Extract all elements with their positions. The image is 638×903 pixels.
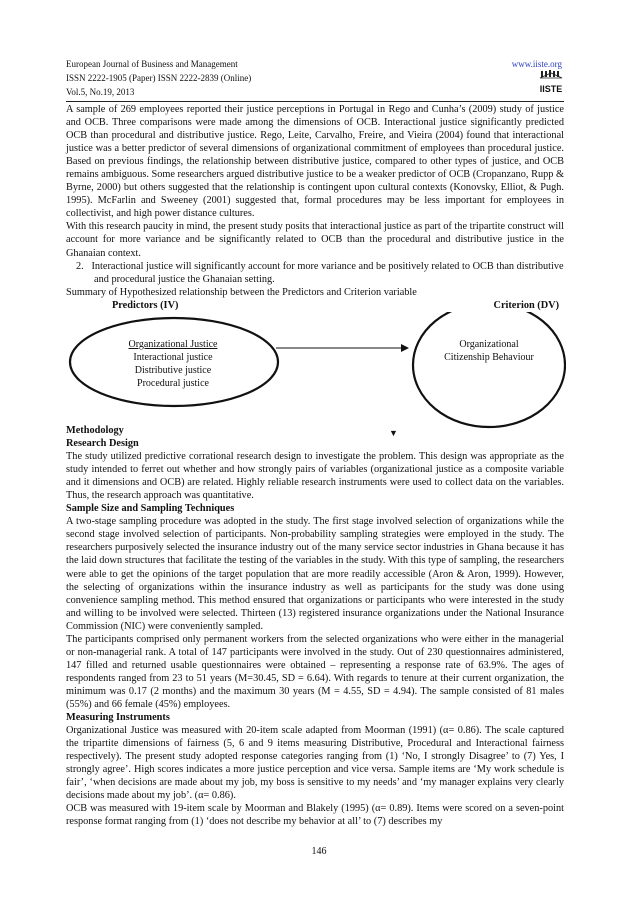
journal-volume: Vol.5, No.19, 2013 <box>66 87 135 97</box>
participants-paragraph: The participants comprised only permanent workers from the selected organizations who were either in the managerial or non-managerial rank. A total of 147 participants were involved in the study. Out of 230 questionnaires administered, 147 filled and returned usable questionnaires were obtained – representing a response rate of 63.9%. The ages of respondents ranged from 23 to 51 years (M=30.45, SD = 6.64). With regards to tenure at their current organization, the minimum was 0.17 (2 months) and the maximum 30 years (M = 4.55, SD = 4.94). The sample consisted of 81 males (55%) and 66 female (45%) employees. <box>66 633 564 710</box>
rationale-paragraph: With this research paucity in mind, the present study posits that interactional justice as part of the tripartite construct will account for more variance and be significantly related to OCB than the procedural and distributive justice in the Ghanaian context. <box>66 221 564 259</box>
header-rule <box>66 101 564 102</box>
page-number: 146 <box>311 846 327 857</box>
criterion-line-1: Organizational <box>459 339 519 350</box>
methodology-heading: Methodology <box>66 425 124 436</box>
measuring-paragraph: Organizational Justice was measured with 20-item scale adapted from Moorman (1991) (α= 0.86). The scale captured the tripartite dimensions of fairness (5, 6 and 9 items measuring Distributive, Procedural and Interactional fairness respectively). The present study adopted response categories ranging from (1) ‘No, I strongly Disagree’ to (7) Yes, I strongly agree’. High scores indicates a more justice perception and vice versa. Sample items are ‘My work schedule is fair’, ‘when decisions are made about my job, my boss is sensitive to my needs’ and ‘my manager explains very clearly decisions made about my job’. (α= 0.86). <box>66 725 564 802</box>
hypothesis-diagram <box>66 312 566 432</box>
summary-line: Summary of Hypothesized relationship between the Predictors and Criterion variable <box>66 286 417 298</box>
criterion-line-2: Citizenship Behaviour <box>444 352 534 363</box>
journal-name: European Journal of Business and Management <box>66 59 238 69</box>
predictor-item-procedural: Procedural justice <box>137 378 209 389</box>
predictor-item-distributive: Distributive justice <box>134 365 212 376</box>
criterion-label: Criterion (DV) <box>493 300 559 311</box>
research-design-paragraph: The study utilized predictive corrational research design to investigate the problem. This design was appropriate as the study intended to ferret out whether and how strongly pairs of variables (organizational justice as a composite variable and it dimensions and OCB) are related. Highly reliable research instruments were used to collect data on the variables. Thus, the research approach was quantitative. <box>66 451 564 502</box>
predictor-title: Organizational Justice <box>128 339 218 350</box>
methodology-section <box>66 424 564 828</box>
predictor-oval-text <box>88 338 258 390</box>
predictor-item-interactional: Interactional justice <box>133 352 213 363</box>
ocb-paragraph: OCB was measured with 19-item scale by Moorman and Blakely (1995) (α= 0.89). Items were scored on a seven-point response format ranging from (1) ‘does not describe my behavior at all’ to (7) describes my <box>66 803 564 828</box>
literature-paragraph: A sample of 269 employees reported their justice perceptions in Portugal in Rego and Cunha’s (2009) study of justice and OCB. Three comparisons were made among the dimensions of OCB. Interactional justice significantly predicted OCB than procedural and distributive justice. Rego, Leite, Carvalho, Freire, and Vieira (2004) found that interactional justice was a better predictor of several dimensions of organizational commitment of employees than procedural justice. Based on previous findings, the relationship between distributive justice, compared to other types of justice, and OCB remains ambiguous. Some researchers argued distributive justice to be a weaker predictor of OCB (Cropanzano, Rupp & Byrne, 2000) but others suggested that the relationship is contingent upon cultural contexts (Konovsky, Elliot, & Pugh. 1995). McFarlin and Sweeney (2001) suggested that, formal procedures may be less important for employees in collectivist, and high power distance cultures. <box>66 104 564 220</box>
measuring-heading: Measuring Instruments <box>66 712 170 724</box>
intro-section <box>66 103 564 312</box>
hypothesis-item <box>66 260 564 286</box>
sample-paragraph: A two-stage sampling procedure was adopted in the study. The first stage involved selection of organizations while the second stage involved selection of participants. Non-probability sampling strategies were employed in the study. The researchers purposively selected the insurance industry out of the many service sector industries in Ghana because it has the laid down structures that facilitate the testing of the variables in the study. With this type of sampling, the researchers were able to get the opinions of the target population that are more readily accessible (Aron & Aron, 1999). However, the selecting of organizations within the insurance industry as well as participants for the study was done using convenience sampling method. This method ensured that organizations or participants who were interested in the study and willing to be involved were selected. Thirteen (13) registered insurance organizations under the National Insurance Commission (NIC) were conveniently sampled. <box>66 516 564 632</box>
research-design-heading: Research Design <box>66 438 139 450</box>
journal-url-link[interactable]: www.iiste.org <box>511 59 562 69</box>
criterion-oval <box>413 312 565 427</box>
criterion-oval-text <box>424 338 554 364</box>
hypothesis-text: Interactional justice will significantly account for more variance and be positively related to OCB than distributive and procedural justice the Ghanaian setting. <box>91 260 564 285</box>
hypothesis-number: 2. <box>76 260 84 272</box>
logo-text: IISTE <box>539 84 563 94</box>
down-arrow-mark-icon: ▼ <box>389 428 398 438</box>
journal-issn: ISSN 2222-1905 (Paper) ISSN 2222-2839 (Online) <box>66 73 252 83</box>
predictors-label: Predictors (IV) <box>112 299 179 311</box>
sample-heading: Sample Size and Sampling Techniques <box>66 503 235 515</box>
iiste-logo-icon <box>538 70 564 96</box>
